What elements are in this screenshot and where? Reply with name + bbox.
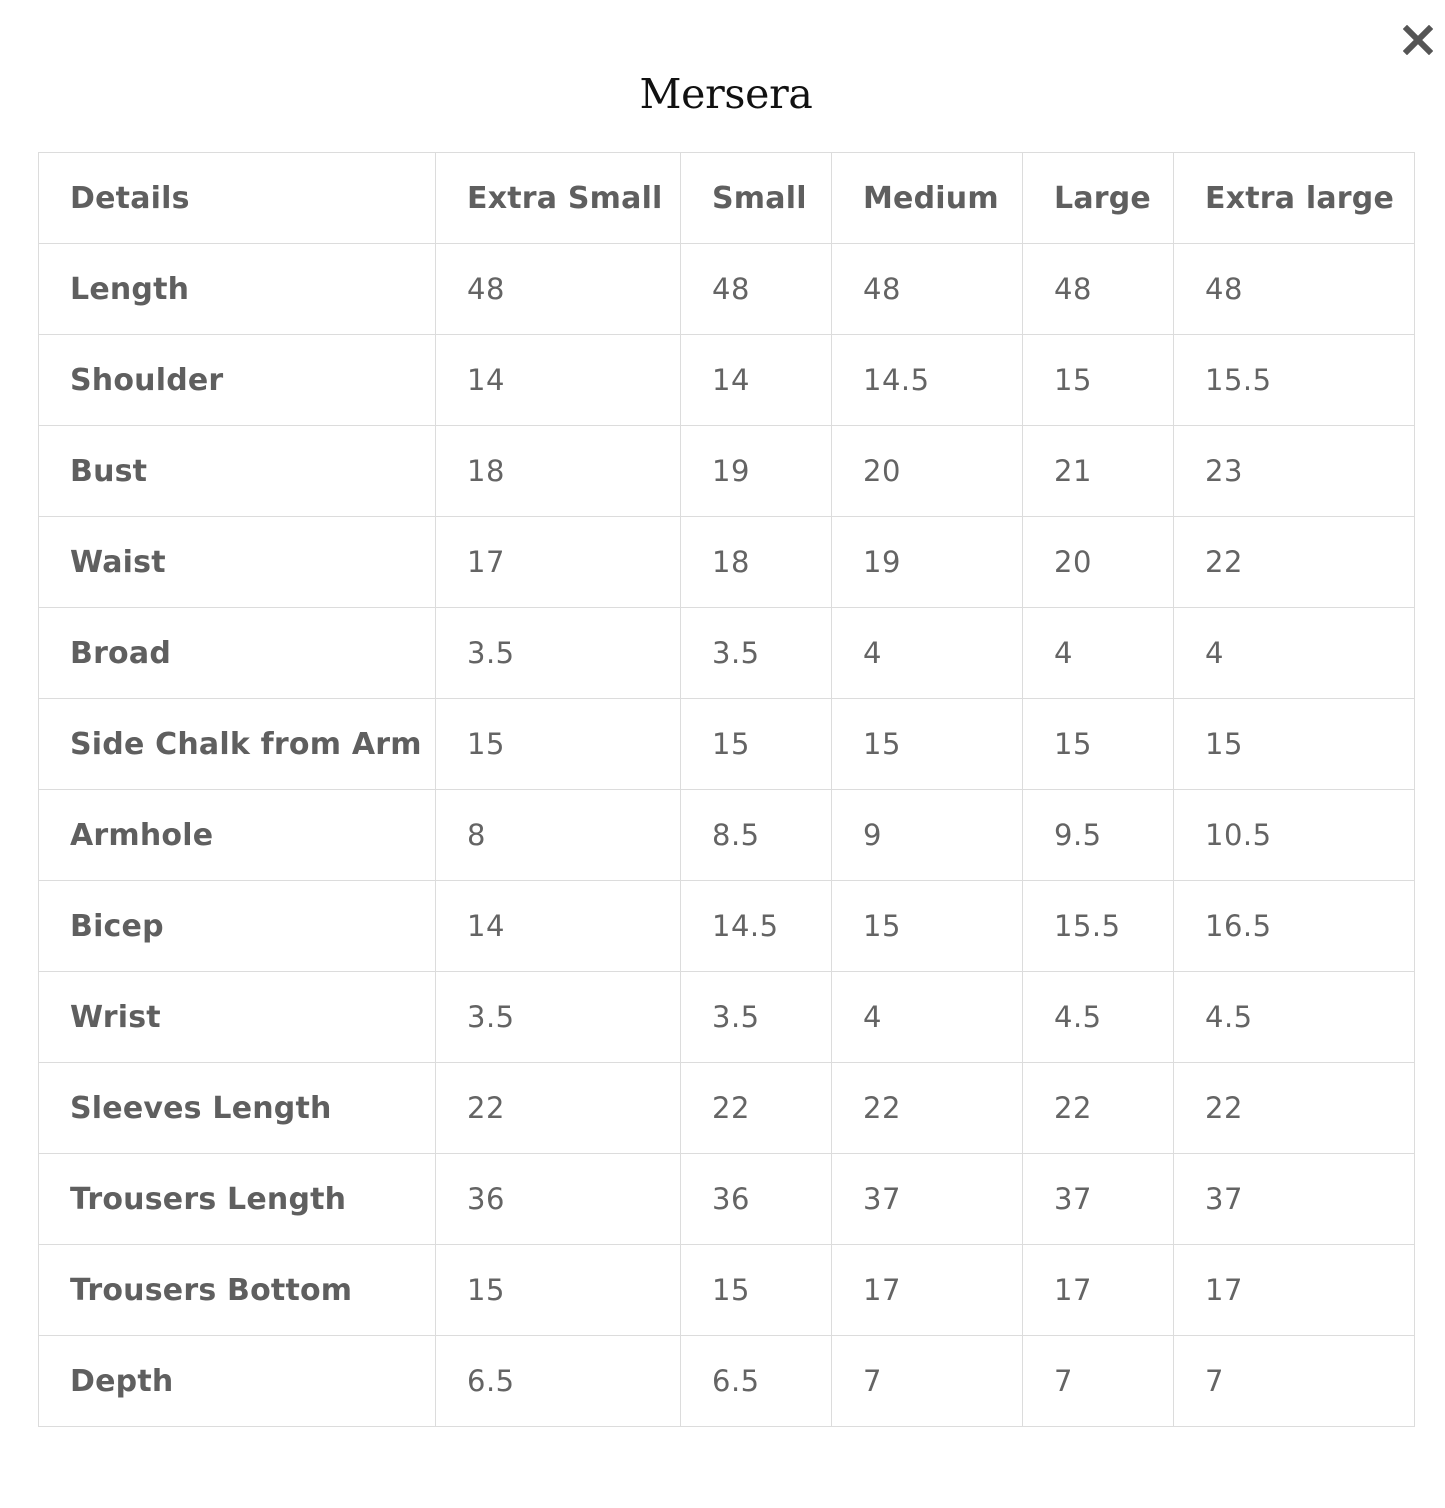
row-label: Broad xyxy=(39,608,436,699)
modal-title: Mersera xyxy=(639,70,813,118)
table-cell: 3.5 xyxy=(436,608,681,699)
table-cell: 7 xyxy=(832,1336,1023,1427)
table-cell: 48 xyxy=(832,244,1023,335)
row-label: Depth xyxy=(39,1336,436,1427)
table-cell: 8.5 xyxy=(681,790,832,881)
table-cell: 37 xyxy=(832,1154,1023,1245)
table-cell: 19 xyxy=(681,426,832,517)
table-cell: 7 xyxy=(1174,1336,1415,1427)
table-cell: 15 xyxy=(436,1245,681,1336)
row-label: Length xyxy=(39,244,436,335)
table-cell: 7 xyxy=(1023,1336,1174,1427)
table-row xyxy=(39,517,1415,608)
table-cell: 10.5 xyxy=(1174,790,1415,881)
table-cell: 22 xyxy=(832,1063,1023,1154)
table-cell: 15.5 xyxy=(1174,335,1415,426)
column-header: Small xyxy=(681,153,832,244)
table-cell: 4 xyxy=(1174,608,1415,699)
table-cell: 17 xyxy=(832,1245,1023,1336)
table-cell: 6.5 xyxy=(436,1336,681,1427)
table-header-row xyxy=(39,153,1415,244)
table-row xyxy=(39,1245,1415,1336)
table-row xyxy=(39,244,1415,335)
table-cell: 15 xyxy=(1174,699,1415,790)
table-cell: 15 xyxy=(681,699,832,790)
size-chart-table xyxy=(38,152,1415,1427)
table-cell: 14 xyxy=(436,881,681,972)
row-label: Trousers Length xyxy=(39,1154,436,1245)
table-row xyxy=(39,426,1415,517)
table-cell: 4 xyxy=(832,608,1023,699)
table-cell: 21 xyxy=(1023,426,1174,517)
row-label: Sleeves Length xyxy=(39,1063,436,1154)
table-cell: 37 xyxy=(1174,1154,1415,1245)
table-cell: 17 xyxy=(1174,1245,1415,1336)
table-cell: 17 xyxy=(436,517,681,608)
table-cell: 22 xyxy=(1023,1063,1174,1154)
table-cell: 48 xyxy=(1023,244,1174,335)
table-cell: 15 xyxy=(681,1245,832,1336)
table-cell: 3.5 xyxy=(436,972,681,1063)
table-cell: 3.5 xyxy=(681,608,832,699)
table-row xyxy=(39,790,1415,881)
table-cell: 15 xyxy=(832,699,1023,790)
table-cell: 6.5 xyxy=(681,1336,832,1427)
table-row xyxy=(39,608,1415,699)
row-label: Bicep xyxy=(39,881,436,972)
table-cell: 16.5 xyxy=(1174,881,1415,972)
table-cell: 14 xyxy=(681,335,832,426)
table-cell: 4.5 xyxy=(1174,972,1415,1063)
table-cell: 4 xyxy=(832,972,1023,1063)
table-cell: 20 xyxy=(1023,517,1174,608)
table-row xyxy=(39,972,1415,1063)
table-cell: 14.5 xyxy=(832,335,1023,426)
table-cell: 18 xyxy=(681,517,832,608)
column-header: Large xyxy=(1023,153,1174,244)
table-cell: 15 xyxy=(1023,335,1174,426)
column-header: Medium xyxy=(832,153,1023,244)
table-cell: 22 xyxy=(681,1063,832,1154)
table-cell: 23 xyxy=(1174,426,1415,517)
table-cell: 22 xyxy=(1174,517,1415,608)
table-row xyxy=(39,1336,1415,1427)
table-row xyxy=(39,335,1415,426)
table-row xyxy=(39,1154,1415,1245)
table-cell: 4.5 xyxy=(1023,972,1174,1063)
table-cell: 15 xyxy=(1023,699,1174,790)
table-cell: 14 xyxy=(436,335,681,426)
row-label: Armhole xyxy=(39,790,436,881)
row-label: Wrist xyxy=(39,972,436,1063)
table-cell: 4 xyxy=(1023,608,1174,699)
table-row xyxy=(39,699,1415,790)
column-header: Details xyxy=(39,153,436,244)
table-cell: 48 xyxy=(436,244,681,335)
table-row xyxy=(39,1063,1415,1154)
close-x-icon xyxy=(1403,25,1433,55)
row-label: Shoulder xyxy=(39,335,436,426)
table-cell: 17 xyxy=(1023,1245,1174,1336)
row-label: Side Chalk from Arm xyxy=(39,699,436,790)
table-cell: 15 xyxy=(832,881,1023,972)
table-cell: 8 xyxy=(436,790,681,881)
row-label: Waist xyxy=(39,517,436,608)
table-cell: 15 xyxy=(436,699,681,790)
table-cell: 3.5 xyxy=(681,972,832,1063)
table-cell: 19 xyxy=(832,517,1023,608)
table-cell: 48 xyxy=(1174,244,1415,335)
row-label: Bust xyxy=(39,426,436,517)
table-cell: 48 xyxy=(681,244,832,335)
table-cell: 15.5 xyxy=(1023,881,1174,972)
table-cell: 18 xyxy=(436,426,681,517)
column-header: Extra large xyxy=(1174,153,1415,244)
column-header: Extra Small xyxy=(436,153,681,244)
table-cell: 37 xyxy=(1023,1154,1174,1245)
table-cell: 22 xyxy=(436,1063,681,1154)
table-row xyxy=(39,881,1415,972)
row-label: Trousers Bottom xyxy=(39,1245,436,1336)
table-cell: 14.5 xyxy=(681,881,832,972)
table-body xyxy=(39,244,1415,1427)
table-cell: 20 xyxy=(832,426,1023,517)
table-cell: 9 xyxy=(832,790,1023,881)
table-cell: 36 xyxy=(681,1154,832,1245)
table-cell: 9.5 xyxy=(1023,790,1174,881)
table-cell: 36 xyxy=(436,1154,681,1245)
close-button[interactable] xyxy=(1396,18,1440,62)
table-cell: 22 xyxy=(1174,1063,1415,1154)
